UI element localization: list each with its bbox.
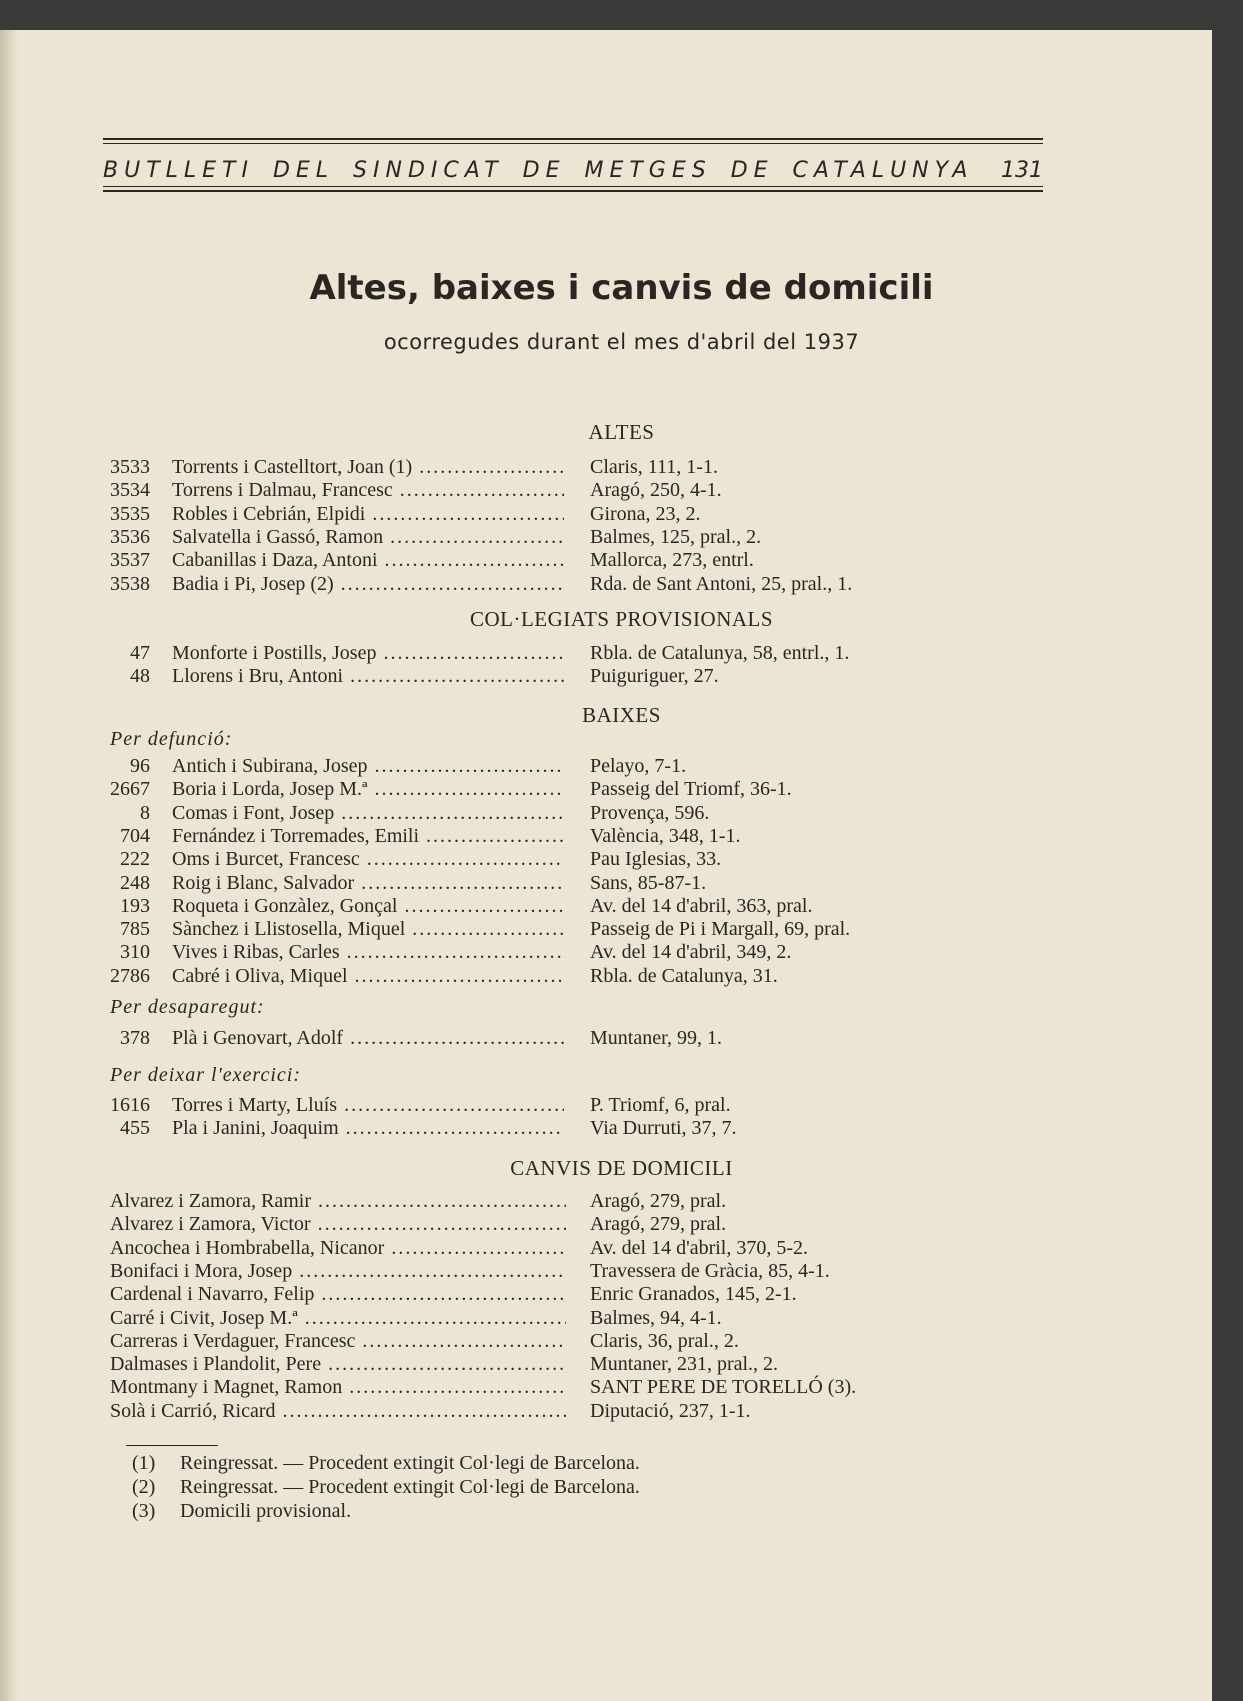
page-title: Altes, baixes i canvis de domicili (309, 268, 934, 308)
member-address: Girona, 23, 2. (590, 502, 701, 525)
member-number: 310 (120, 941, 150, 964)
member-number: 3536 (110, 525, 150, 548)
member-address: Claris, 36, pral., 2. (590, 1329, 739, 1352)
member-number: 193 (120, 894, 150, 917)
member-address: SANT PERE DE TORELLÓ (3). (590, 1376, 857, 1399)
member-name: Torrens i Dalmau, Francesc ..... (172, 479, 564, 502)
member-address: Rbla. de Catalunya, 58, entrl., 1. (590, 642, 850, 664)
label-per-deixar-exercici: Per deixar l'exercici: (110, 1064, 302, 1086)
member-name: Cabré i Oliva, Miquel ..... (172, 965, 564, 988)
member-name: Carré i Civit, Josep M.ª ..... (110, 1307, 566, 1330)
footnote (132, 1500, 351, 1523)
list-item (0, 848, 1243, 872)
list-item (0, 665, 1243, 689)
member-name: Cabanillas i Daza, Antoni ..... (172, 549, 564, 572)
member-address: Balmes, 125, pral., 2. (590, 525, 762, 548)
member-address: Passeig de Pi i Margall, 69, pral. (590, 918, 851, 941)
list-item (0, 526, 1243, 550)
member-address: Pau Iglesias, 33. (590, 848, 722, 871)
member-number: 96 (130, 755, 150, 777)
member-name: Torres i Marty, Lluís ..... (172, 1094, 564, 1117)
member-number: 1616 (110, 1094, 150, 1116)
list-item (0, 1376, 1243, 1400)
list-item (0, 872, 1243, 896)
member-number: 3538 (110, 572, 150, 595)
list-item (0, 1213, 1243, 1237)
list-item (0, 755, 1243, 779)
label-per-desaparegut: Per desaparegut: (110, 996, 265, 1018)
member-address: Av. del 14 d'abril, 349, 2. (590, 941, 792, 964)
member-number: 785 (120, 918, 150, 941)
footnote (132, 1452, 640, 1475)
page-subtitle: ocorregudes durant el mes d'abril del 1937 (383, 330, 860, 354)
footnote-rule (126, 1445, 218, 1446)
list-item (0, 965, 1243, 989)
footnote-mark: (2) (132, 1476, 156, 1498)
member-name: Boria i Lorda, Josep M.ª ..... (172, 778, 564, 801)
member-address: Muntaner, 99, 1. (590, 1027, 722, 1049)
list-item (0, 642, 1243, 666)
member-name: Sànchez i Llistosella, Miquel ..... (172, 918, 564, 941)
member-name: Roqueta i Gonzàlez, Gonçal ..... (172, 895, 564, 918)
member-number: 2786 (110, 964, 150, 987)
member-name: Cardenal i Navarro, Felip ..... (110, 1283, 566, 1306)
list-item (0, 456, 1243, 480)
member-address: Via Durruti, 37, 7. (590, 1117, 737, 1140)
member-name: Dalmases i Plandolit, Pere ..... (110, 1353, 566, 1376)
page-number: 131 (1001, 158, 1043, 183)
section-heading-altes: ALTES (588, 420, 655, 444)
member-name: Antich i Subirana, Josep ..... (172, 755, 564, 778)
member-address: Diputació, 237, 1-1. (590, 1399, 751, 1422)
member-name: Comas i Font, Josep ..... (172, 802, 564, 825)
member-address: Mallorca, 273, entrl. (590, 549, 754, 572)
footnote-mark: (3) (132, 1500, 156, 1522)
journal-title: BUTLLETI DEL SINDICAT DE METGES DE CATALUNYA (103, 158, 974, 183)
member-address: Puiguriguer, 27. (590, 665, 719, 688)
member-name: Roig i Blanc, Salvador ..... (172, 872, 564, 895)
member-address: Travessera de Gràcia, 85, 4-1. (590, 1259, 830, 1282)
header-rule-bottom (103, 190, 1043, 192)
member-address: Rda. de Sant Antoni, 25, pral., 1. (590, 572, 853, 595)
list-item (0, 479, 1243, 503)
member-name: Torrents i Castelltort, Joan (1) ..... (172, 456, 564, 479)
list-item (0, 1283, 1243, 1307)
member-name: Montmany i Magnet, Ramon ..... (110, 1376, 566, 1399)
member-number: 8 (140, 801, 150, 824)
member-name: Pla i Janini, Joaquim ..... (172, 1117, 564, 1140)
member-name: Alvarez i Zamora, Ramir ..... (110, 1190, 566, 1213)
label-per-defuncio: Per defunció: (110, 728, 233, 750)
member-address: Aragó, 279, pral. (590, 1213, 727, 1236)
member-address: P. Triomf, 6, pral. (590, 1094, 731, 1116)
footnote-text: Reingressat. — Procedent extingit Col·legi de Barcelona. (180, 1476, 640, 1498)
member-address: Enric Granados, 145, 2-1. (590, 1283, 797, 1306)
member-number: 3537 (110, 549, 150, 572)
list-item (0, 1353, 1243, 1377)
member-name: Fernández i Torremades, Emili ..... (172, 825, 564, 848)
list-item (0, 778, 1243, 802)
member-name: Plà i Genovart, Adolf ..... (172, 1027, 564, 1050)
list-item (0, 503, 1243, 527)
list-item (0, 1260, 1243, 1284)
list-item (0, 1117, 1243, 1141)
member-address: Av. del 14 d'abril, 363, pral. (590, 894, 813, 917)
member-name: Ancochea i Hombrabella, Nicanor ..... (110, 1237, 566, 1260)
member-address: Av. del 14 d'abril, 370, 5-2. (590, 1236, 809, 1259)
member-number: 3533 (110, 456, 150, 478)
member-name: Oms i Burcet, Francesc ..... (172, 848, 564, 871)
list-item (0, 1330, 1243, 1354)
section-heading-baixes: BAIXES (582, 703, 661, 727)
list-item (0, 1094, 1243, 1118)
member-address: Muntaner, 231, pral., 2. (590, 1353, 779, 1376)
member-address: Balmes, 94, 4-1. (590, 1306, 722, 1329)
member-name: Monforte i Postills, Josep ..... (172, 642, 564, 665)
member-number: 248 (120, 871, 150, 894)
member-number: 378 (120, 1027, 150, 1049)
list-item (0, 825, 1243, 849)
member-name: Solà i Carrió, Ricard ..... (110, 1400, 566, 1423)
list-item (0, 1027, 1243, 1051)
header-rule-bottom-thin (103, 186, 1043, 187)
member-name: Salvatella i Gassó, Ramon ..... (172, 526, 564, 549)
member-number: 455 (120, 1117, 150, 1140)
member-address: Provença, 596. (590, 801, 710, 824)
member-name: Llorens i Bru, Antoni ..... (172, 665, 564, 688)
member-address: Aragó, 279, pral. (590, 1190, 727, 1212)
member-number: 222 (120, 848, 150, 871)
member-address: Aragó, 250, 4-1. (590, 479, 722, 502)
member-name: Bonifaci i Mora, Josep ..... (110, 1260, 566, 1283)
footnote-mark: (1) (132, 1452, 156, 1474)
member-name: Alvarez i Zamora, Victor ..... (110, 1213, 566, 1236)
list-item (0, 895, 1243, 919)
list-item (0, 1400, 1243, 1424)
section-heading-canvis: CANVIS DE DOMICILI (510, 1156, 733, 1180)
list-item (0, 1190, 1243, 1214)
footnote-text: Domicili provisional. (180, 1500, 352, 1522)
member-address: Claris, 111, 1-1. (590, 456, 718, 478)
header-rule-top (103, 138, 1043, 140)
member-name: Badia i Pi, Josep (2) ..... (172, 573, 564, 596)
list-item (0, 573, 1243, 597)
member-number: 3534 (110, 479, 150, 502)
member-address: Sans, 85-87-1. (590, 871, 707, 894)
header-rule-top-thin (103, 143, 1043, 144)
list-item (0, 941, 1243, 965)
section-heading-collegiats: COL·LEGIATS PROVISIONALS (469, 607, 774, 631)
list-item (0, 918, 1243, 942)
list-item (0, 1307, 1243, 1331)
list-item (0, 1237, 1243, 1261)
member-address: Rbla. de Catalunya, 31. (590, 964, 778, 987)
member-name: Vives i Ribas, Carles ..... (172, 941, 564, 964)
list-item (0, 549, 1243, 573)
member-number: 47 (130, 642, 150, 664)
member-name: Carreras i Verdaguer, Francesc ..... (110, 1330, 566, 1353)
member-address: Passeig del Triomf, 36-1. (590, 778, 792, 801)
footnote-text: Reingressat. — Procedent extingit Col·legi de Barcelona. (180, 1452, 640, 1474)
member-name: Robles i Cebrián, Elpidi ..... (172, 503, 564, 526)
member-number: 3535 (110, 502, 150, 525)
member-number: 2667 (110, 778, 150, 801)
footnote (132, 1476, 640, 1499)
member-number: 704 (120, 824, 150, 847)
member-address: València, 348, 1-1. (590, 824, 741, 847)
list-item (0, 802, 1243, 826)
member-number: 48 (130, 665, 150, 688)
member-address: Pelayo, 7-1. (590, 755, 687, 777)
